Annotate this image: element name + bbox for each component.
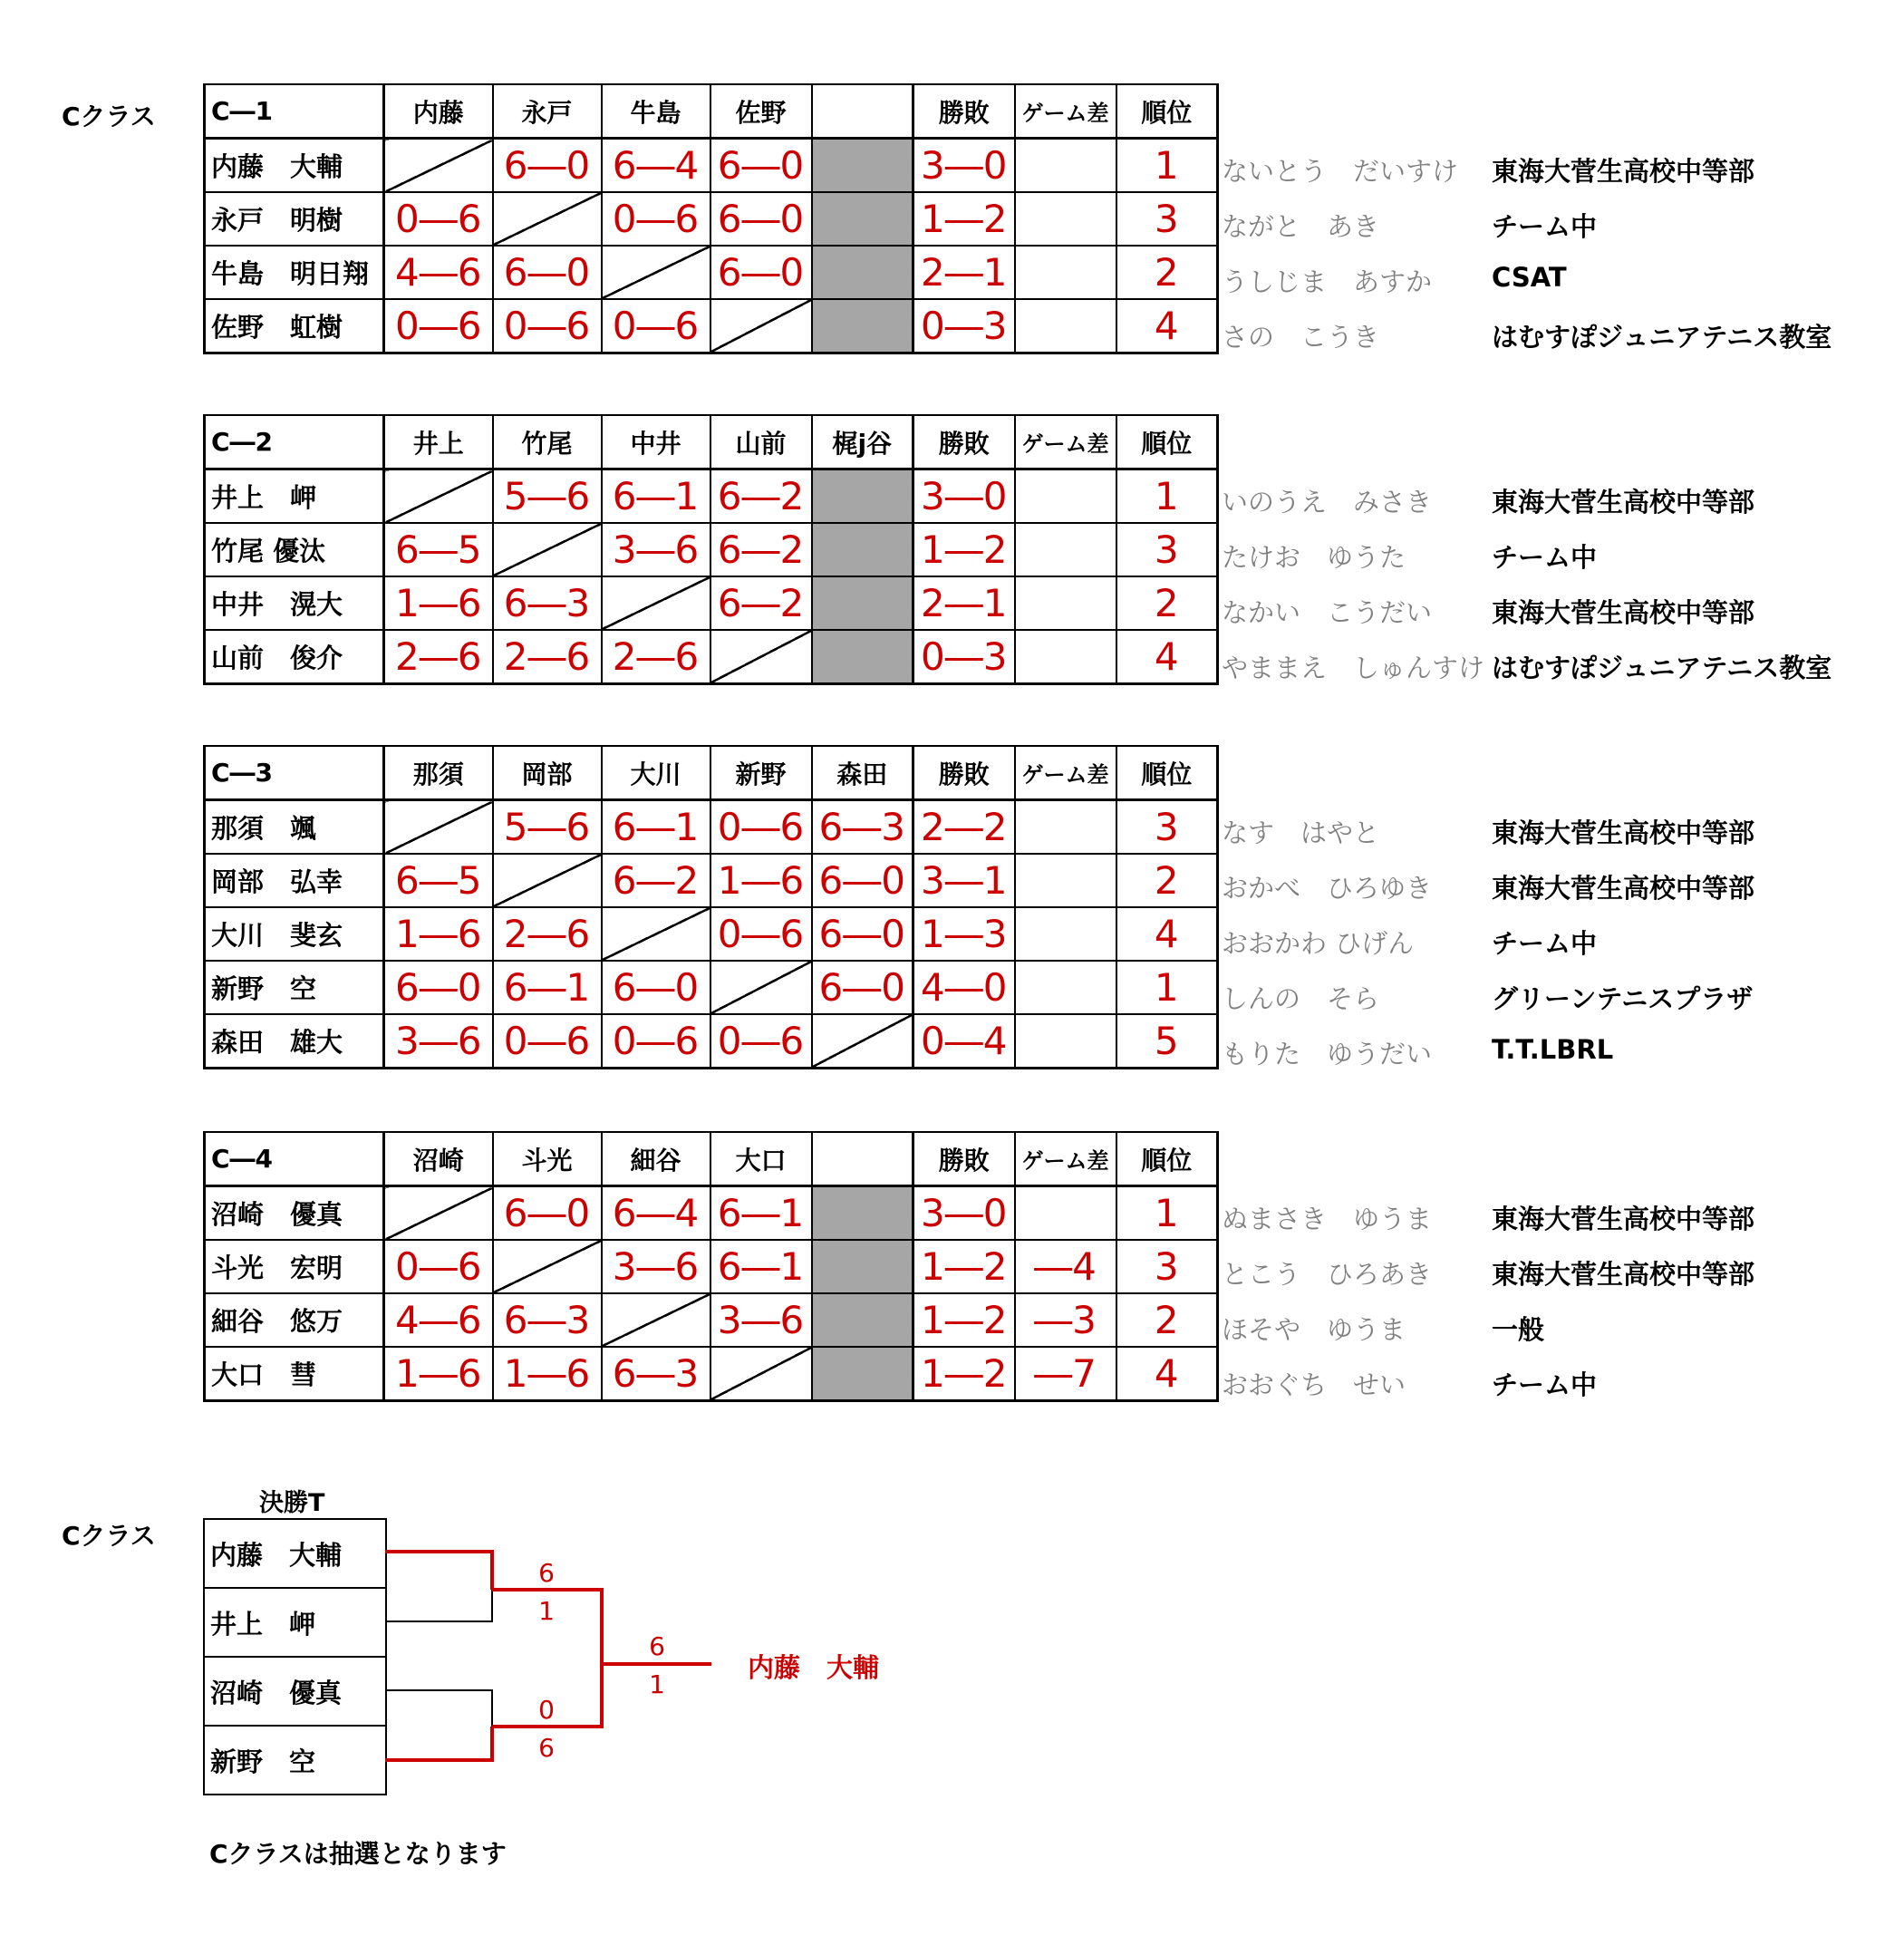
column-header: 大口 [710,1132,812,1186]
match-score: 0―6 [493,299,602,353]
match-score: 6―0 [493,139,602,193]
match-score: 1―6 [384,907,493,961]
win-loss: 1―2 [913,192,1015,246]
match-score: 6―2 [710,576,812,630]
game-diff-header: ゲーム差 [1015,415,1116,469]
rank: 4 [1116,1347,1218,1401]
match-score: 6―0 [812,907,913,961]
bracket-line-black [385,1590,492,1621]
player-kana: おかべ ひろゆき [1222,873,1433,904]
win-loss: 2―1 [913,576,1015,630]
lottery-note: Cクラスは抽選となります [209,1839,507,1869]
win-loss: 3―1 [913,854,1015,907]
win-loss: 3―0 [913,139,1015,193]
rank-header: 順位 [1116,84,1218,139]
game-diff: ―7 [1015,1347,1116,1401]
match-score: 2―6 [384,630,493,684]
match-score: 0―6 [710,800,812,855]
match-score: 6―3 [493,576,602,630]
player-club: グリーンテニスプラザ [1492,983,1754,1014]
semi1-score-top: 6 [538,1558,555,1588]
player-kana: なす はやと [1222,818,1380,848]
match-score: 6―3 [812,800,913,855]
player-name: 山前 俊介 [205,630,384,684]
match-score: 6―2 [710,469,812,524]
class-label: Cクラス [62,102,156,131]
group-name: C―2 [205,415,384,469]
group-name: C―4 [205,1132,384,1186]
match-score: 6―5 [384,854,493,907]
match-score: 2―6 [602,630,710,684]
final-title: 決勝T [259,1489,325,1517]
rank: 1 [1116,139,1218,193]
column-header: 那須 [384,746,493,800]
rank: 4 [1116,299,1218,353]
column-header: 斗光 [493,1132,602,1186]
column-header: 細谷 [602,1132,710,1186]
win-loss: 0―3 [913,630,1015,684]
player-name: 大川 斐玄 [205,907,384,961]
match-score: 4―6 [384,246,493,299]
match-score: 2―6 [493,907,602,961]
rank: 1 [1116,469,1218,524]
match-score: 6―0 [812,961,913,1014]
rank: 2 [1116,246,1218,299]
semi2-score-bottom: 6 [538,1733,555,1763]
match-score: 0―6 [710,907,812,961]
column-header: 岡部 [493,746,602,800]
player-kana: たけお ゆうた [1222,542,1406,573]
bracket-line-red [385,1552,492,1590]
final-class-label: Cクラス [62,1521,156,1551]
player-name: 竹尾 優汰 [205,523,384,576]
win-loss-header: 勝敗 [913,746,1015,800]
player-club: 東海大菅生高校中等部 [1492,873,1755,904]
win-loss-header: 勝敗 [913,1132,1015,1186]
column-header: 竹尾 [493,415,602,469]
bracket-line-red [385,1727,492,1760]
player-club: 一般 [1492,1314,1545,1345]
match-score: 6―1 [710,1240,812,1293]
group-name: C―1 [205,84,384,139]
rank: 3 [1116,523,1218,576]
match-score: 6―2 [602,854,710,907]
rank-header: 順位 [1116,415,1218,469]
rank: 2 [1116,576,1218,630]
win-loss: 1―3 [913,907,1015,961]
player-name: 大口 彗 [205,1347,384,1401]
player-kana: うしじま あすか [1222,266,1433,297]
match-score: 6―0 [710,139,812,193]
player-name: 新野 空 [205,961,384,1014]
player-club: 東海大菅生高校中等部 [1492,1259,1755,1290]
column-header: 沼崎 [384,1132,493,1186]
column-header: 内藤 [384,84,493,139]
rank: 5 [1116,1014,1218,1069]
player-kana: いのうえ みさき [1222,487,1433,518]
match-score: 0―6 [602,299,710,353]
player-kana: なかい こうだい [1222,597,1433,628]
player-name: 那須 颯 [205,800,384,855]
win-loss: 3―0 [913,1186,1015,1241]
match-score: 6―0 [710,246,812,299]
win-loss: 2―1 [913,246,1015,299]
player-club: CSAT [1492,262,1567,293]
rank: 1 [1116,961,1218,1014]
player-club: 東海大菅生高校中等部 [1492,1204,1755,1234]
rank: 4 [1116,907,1218,961]
player-name: 細谷 悠万 [205,1293,384,1347]
match-score: 6―1 [602,800,710,855]
player-name: 沼崎 優真 [205,1186,384,1241]
player-club: チーム中 [1492,1369,1598,1400]
match-score: 6―0 [493,1186,602,1241]
player-kana: とこう ひろあき [1222,1259,1433,1290]
column-header: 森田 [812,746,913,800]
semi2-score-top: 0 [538,1695,555,1725]
column-header: 井上 [384,415,493,469]
match-score: 6―3 [493,1293,602,1347]
final-player: 新野 空 [204,1726,386,1795]
player-club: 東海大菅生高校中等部 [1492,156,1755,187]
player-club: チーム中 [1492,211,1598,242]
final-player: 内藤 大輔 [204,1519,386,1588]
player-club: T.T.LBRL [1492,1034,1614,1065]
player-name: 岡部 弘幸 [205,854,384,907]
match-score: 6―1 [710,1186,812,1241]
rank: 2 [1116,1293,1218,1347]
match-score: 2―6 [493,630,602,684]
player-name: 斗光 宏明 [205,1240,384,1293]
match-score: 6―3 [602,1347,710,1401]
bracket-line-black [385,1690,492,1727]
match-score: 3―6 [710,1293,812,1347]
match-score: 0―6 [384,299,493,353]
player-kana: ほそや ゆうま [1222,1314,1406,1345]
match-score: 6―0 [602,961,710,1014]
win-loss: 1―2 [913,1240,1015,1293]
final-score-top: 6 [649,1631,665,1661]
win-loss: 0―3 [913,299,1015,353]
match-score: 0―6 [602,192,710,246]
match-score: 0―6 [602,1014,710,1069]
player-name: 中井 滉大 [205,576,384,630]
match-score: 6―0 [384,961,493,1014]
player-kana: やままえ しゅんすけ [1222,653,1485,683]
column-header: 大川 [602,746,710,800]
final-player: 井上 岬 [204,1588,386,1657]
win-loss: 1―2 [913,1347,1015,1401]
player-club: はむすぽジュニアテニス教室 [1492,653,1832,683]
game-diff-header: ゲーム差 [1015,746,1116,800]
player-name: 森田 雄大 [205,1014,384,1069]
win-loss: 0―4 [913,1014,1015,1069]
rank: 2 [1116,854,1218,907]
player-club: チーム中 [1492,542,1598,573]
match-score: 0―6 [710,1014,812,1069]
player-club: 東海大菅生高校中等部 [1492,487,1755,518]
player-club: 東海大菅生高校中等部 [1492,818,1755,848]
rank-header: 順位 [1116,746,1218,800]
bracket-line-red [492,1590,711,1664]
match-score: 3―6 [384,1014,493,1069]
match-score: 6―1 [602,469,710,524]
win-loss: 1―2 [913,523,1015,576]
match-score: 1―6 [710,854,812,907]
match-score: 6―1 [493,961,602,1014]
match-score: 1―6 [384,576,493,630]
match-score: 6―2 [710,523,812,576]
group-name: C―3 [205,746,384,800]
win-loss: 2―2 [913,800,1015,855]
match-score: 5―6 [493,800,602,855]
match-score: 6―4 [602,139,710,193]
win-loss-header: 勝敗 [913,84,1015,139]
match-score: 6―5 [384,523,493,576]
match-score: 6―0 [493,246,602,299]
match-score: 3―6 [602,1240,710,1293]
win-loss: 1―2 [913,1293,1015,1347]
win-loss-header: 勝敗 [913,415,1015,469]
game-diff: ―3 [1015,1293,1116,1347]
player-kana: ぬまさき ゆうま [1222,1204,1433,1234]
player-kana: ながと あき [1222,211,1380,242]
match-score: 1―6 [384,1347,493,1401]
match-score: 5―6 [493,469,602,524]
match-score: 0―6 [384,1240,493,1293]
match-score: 3―6 [602,523,710,576]
rank: 1 [1116,1186,1218,1241]
semi1-score-bottom: 1 [538,1596,555,1626]
player-name: 佐野 虹樹 [205,299,384,353]
rank: 3 [1116,192,1218,246]
rank: 3 [1116,800,1218,855]
column-header: 牛島 [602,84,710,139]
win-loss: 3―0 [913,469,1015,524]
player-kana: しんの そら [1222,983,1380,1014]
match-score: 4―6 [384,1293,493,1347]
player-kana: おおぐち せい [1222,1369,1406,1400]
player-kana: さの こうき [1222,322,1380,353]
match-score: 0―6 [493,1014,602,1069]
column-header: 佐野 [710,84,812,139]
match-score: 1―6 [493,1347,602,1401]
player-club: チーム中 [1492,928,1598,959]
rank: 3 [1116,1240,1218,1293]
player-kana: もりた ゆうだい [1222,1039,1433,1069]
column-header: 中井 [602,415,710,469]
rank-header: 順位 [1116,1132,1218,1186]
player-kana: ないとう だいすけ [1222,156,1459,187]
winner-name: 内藤 大輔 [748,1652,880,1683]
column-header: 新野 [710,746,812,800]
match-score: 0―6 [384,192,493,246]
player-name: 牛島 明日翔 [205,246,384,299]
player-name: 内藤 大輔 [205,139,384,193]
game-diff-header: ゲーム差 [1015,1132,1116,1186]
player-name: 井上 岬 [205,469,384,524]
final-score-bottom: 1 [649,1669,665,1699]
player-club: 東海大菅生高校中等部 [1492,597,1755,628]
column-header: 永戸 [493,84,602,139]
win-loss: 4―0 [913,961,1015,1014]
column-header: 梶j谷 [812,415,913,469]
column-header: 山前 [710,415,812,469]
game-diff: ―4 [1015,1240,1116,1293]
player-kana: おおかわ ひげん [1222,928,1415,959]
match-score: 6―0 [710,192,812,246]
player-name: 永戸 明樹 [205,192,384,246]
rank: 4 [1116,630,1218,684]
match-score: 6―4 [602,1186,710,1241]
final-player: 沼崎 優真 [204,1657,386,1726]
game-diff-header: ゲーム差 [1015,84,1116,139]
player-club: はむすぽジュニアテニス教室 [1492,322,1832,353]
match-score: 6―0 [812,854,913,907]
